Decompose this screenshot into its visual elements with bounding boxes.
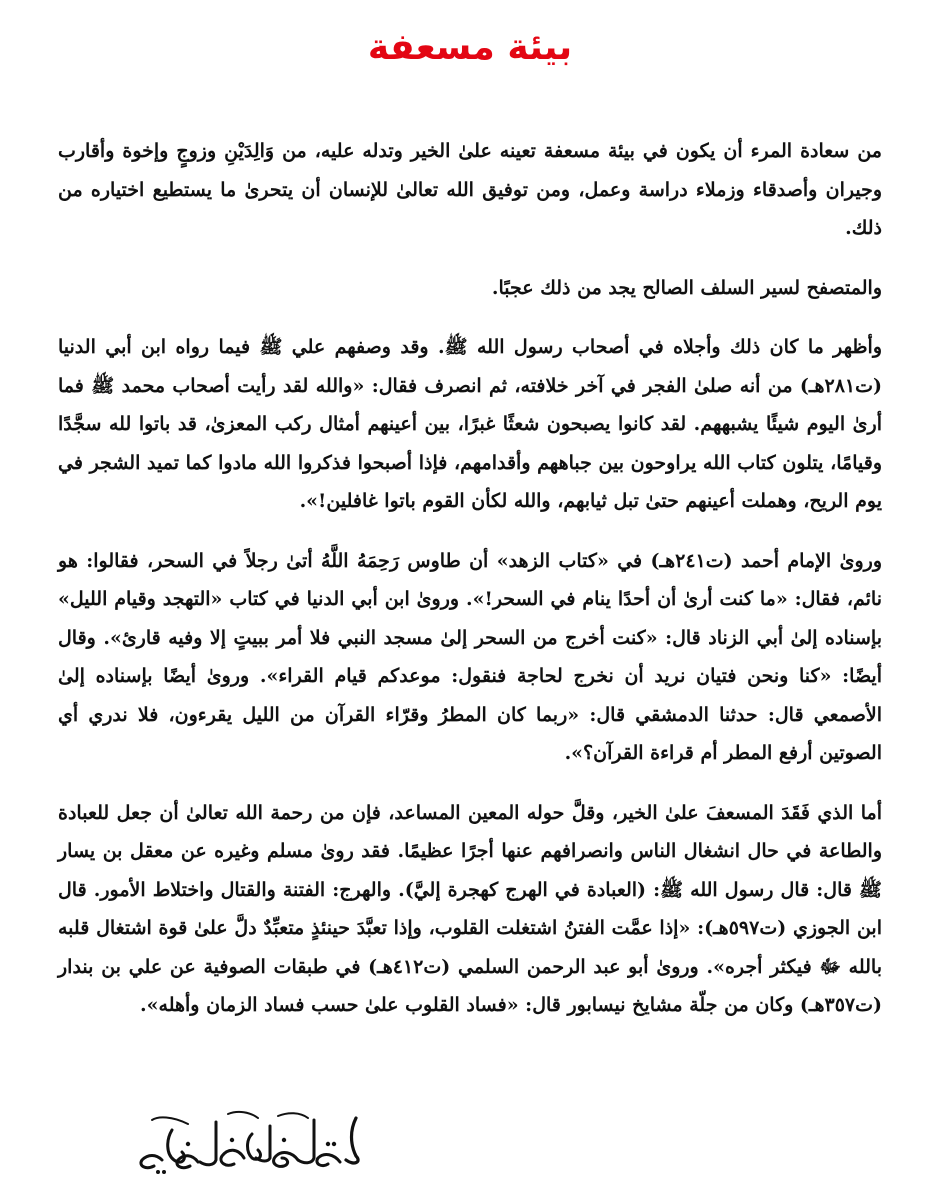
signature-calligraphy [128, 1100, 368, 1180]
author-signature [128, 1100, 368, 1180]
page-title: بيئة مسعفة [367, 27, 573, 68]
paragraph-night-prayer: وروىٰ الإمام أحمد (ت٢٤١هـ) في «كتاب الزهد» أن طاوس رَحِمَهُ اللَّهُ أتىٰ رجلاً في السحر، فقالوا: هو نائم، فقال: «ما كنت أرىٰ أن أحدًا ينام في السحر!». وروىٰ ابن أبي الدنيا في كتاب «التهجد وقيام الليل» بإسناده إلىٰ أبي الزناد قال: «كنت أخرج من السحر إلىٰ مسجد النبي فلا أمر ببيتٍ إلا وفيه قارئ». وقال أيضًا: «كنا ونحن فتيان نريد أن نخرج لحاجة فنقول: موعدكم قيام القراء». وروىٰ أيضًا بإسناده إلىٰ الأصمعي قال: حدثنا الدمشقي قال: «ربما كان المطرُ وقرّاء القرآن من الليل يقرءون، فلا ندري أي الصوتين أرفع المطر أم قراءة القرآن؟». [58, 549, 882, 764]
paragraph-intro: من سعادة المرء أن يكون في بيئة مسعفة تعينه علىٰ الخير وتدله عليه، من وَالِدَيْنِ وزوجٍ وإخوة وأقارب وجيران وأصدقاء وزملاء دراسة وعمل، ومن توفيق الله تعالىٰ للإنسان أن يتحرىٰ ما يستطيع اختياره من ذلك. [58, 140, 883, 239]
paragraph-salaf: والمتصفح لسير السلف الصالح يجد من ذلك عجبًا. [491, 276, 882, 299]
paragraph-worship-in-turmoil: أما الذي فَقَدَ المسعفَ علىٰ الخير، وقلَّ حوله المعين المساعد، فإن من رحمة الله تعالىٰ أن جعل للعبادة والطاعة في حال انشغال الناس وانصرافهم عنها أجرًا عظيمًا. فقد روىٰ مسلم وغيره عن معقل بن يسار ﷺ قال: قال رسول الله ﷺ: (العبادة في الهرج كهجرة إليَّ). والهرج: الفتنة والقتال واختلاط الأمور. قال ابن الجوزي (ت٥٩٧هـ): «إذا عمَّت الفتنُ اشتغلت القلوب، وإذا تعبَّدَ حينئذٍ متعبِّدٌ دلَّ علىٰ قوة اشتغال قلبه بالله ﷻ فيكثر أجره». وروىٰ أبو عبد الرحمن السلمي (ت٤١٢هـ) في طبقات الصوفية عن علي بن بندار (ت٣٥٧هـ) وكان من جلّة مشايخ نيسابور قال: «فساد القلوب علىٰ حسب فساد الزمان وأهله». [58, 801, 882, 1016]
paragraph-companions: وأظهر ما كان ذلك وأجلاه في أصحاب رسول الله ﷺ. وقد وصفهم علي ﷺ فيما رواه ابن أبي الدنيا (ت٢٨١هـ) من أنه صلىٰ الفجر في آخر خلافته، ثم انصرف فقال: «والله لقد رأيت أصحاب محمد ﷺ فما أرىٰ اليوم شيئًا يشبههم. لقد كانوا يصبحون شعثًا غبرًا، بين أعينهم أمثال ركب المعزىٰ، قد باتوا لله سجَّدًا وقيامًا، يتلون كتاب الله يراوحون بين جباههم وأقدامهم، فإذا أصبحوا فذكروا الله مادوا كما تميد الشجر في يوم الريح، وهملت أعينهم حتىٰ تبل ثيابهم، والله لكأن القوم باتوا غافلين!». [58, 336, 882, 512]
